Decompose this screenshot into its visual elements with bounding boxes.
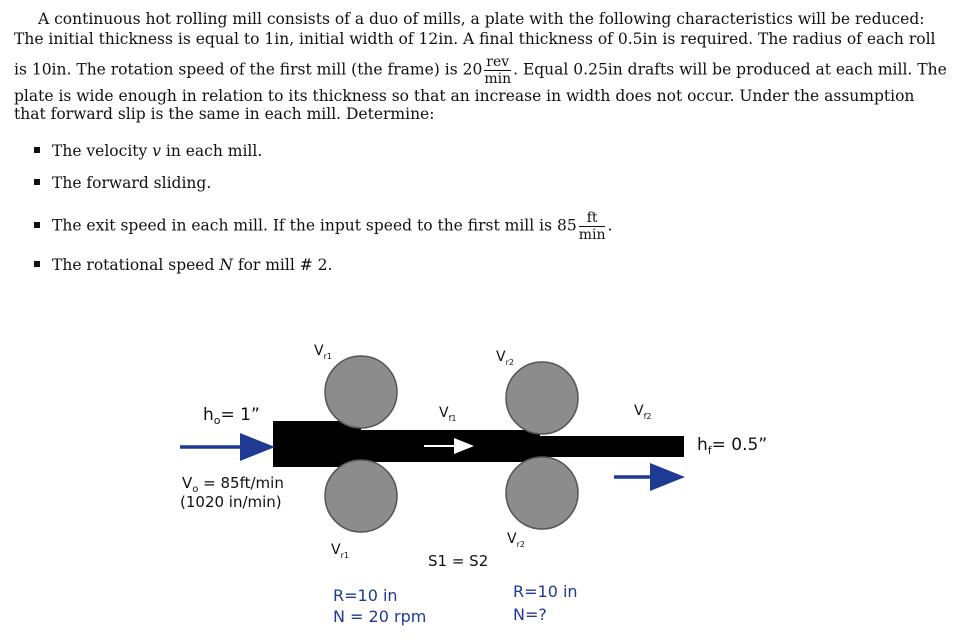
mill-2-radius: R=10 in	[513, 582, 578, 601]
roll-1-bottom-velocity: $V_{r1}$	[331, 542, 349, 560]
mill-2-bottom-roll	[506, 457, 578, 529]
exit-velocity-mill-1: $V_{f1}$	[439, 405, 457, 423]
ft-per-min-fraction: $\frac{ft}{\min}$	[578, 210, 606, 244]
problem-line-1: A continuous hot rolling mill consists of a duo of mills, a plate with the following characteristics will be reduced:	[38, 10, 925, 28]
problem-line-4: plate is wide enough in relation to its thickness so that an increase in width does not occur. Under the assumption	[14, 87, 915, 105]
bullet-rotational-speed: The rotational speed N for mill # 2.	[34, 258, 332, 274]
roll-2-bottom-velocity: $V_{r2}$	[507, 531, 525, 549]
exit-velocity-mill-2: $V_{f2}$	[634, 403, 652, 421]
bullet-exit-speed: The exit speed in each mill. If the input speed to the first mill is 85 $\frac{ft}{\min}$ .	[34, 210, 612, 243]
fraction-numerator: rev	[486, 54, 510, 70]
mill-1-speed: N = 20 rpm	[333, 607, 427, 626]
problem-line-3-rest: . Equal 0.25in drafts will be produced at each mill. The	[513, 60, 947, 79]
mill-1-bottom-roll	[325, 460, 397, 532]
slip-equality-label: S1 = S2	[428, 552, 489, 570]
roll-1-top-velocity: $V_{r1}$	[314, 343, 332, 361]
mill-2-speed: N=?	[513, 605, 547, 624]
final-thickness-label: $h_f= 0.5$”	[697, 435, 768, 457]
input-velocity-label: $V_o = 85ft/\min$	[182, 474, 284, 495]
problem-line-3-text: is 10in. The rotation speed of the first mill (the frame) is 20	[14, 60, 483, 79]
mill-2-top-roll	[506, 362, 578, 434]
bullet-forward-sliding: The forward sliding.	[34, 176, 211, 192]
plate-final-section	[520, 436, 684, 457]
fraction-denominator: min	[484, 71, 512, 88]
input-velocity-inches: (1020 in/min)	[180, 493, 282, 511]
mill-1-top-roll	[325, 356, 397, 428]
initial-thickness-label: $h_o= 1$”	[203, 405, 260, 427]
roll-2-top-velocity: $V_{r2}$	[496, 349, 514, 367]
problem-line-5: that forward slip is the same in each mill. Determine:	[14, 105, 435, 123]
mill-1-radius: R=10 in	[333, 586, 398, 605]
bullet-velocity: The velocity v in each mill.	[34, 144, 262, 160]
problem-line-2: The initial thickness is equal to 1in, initial width of 12in. A final thickness of 0.5in is required. The radius of each roll	[14, 30, 936, 48]
